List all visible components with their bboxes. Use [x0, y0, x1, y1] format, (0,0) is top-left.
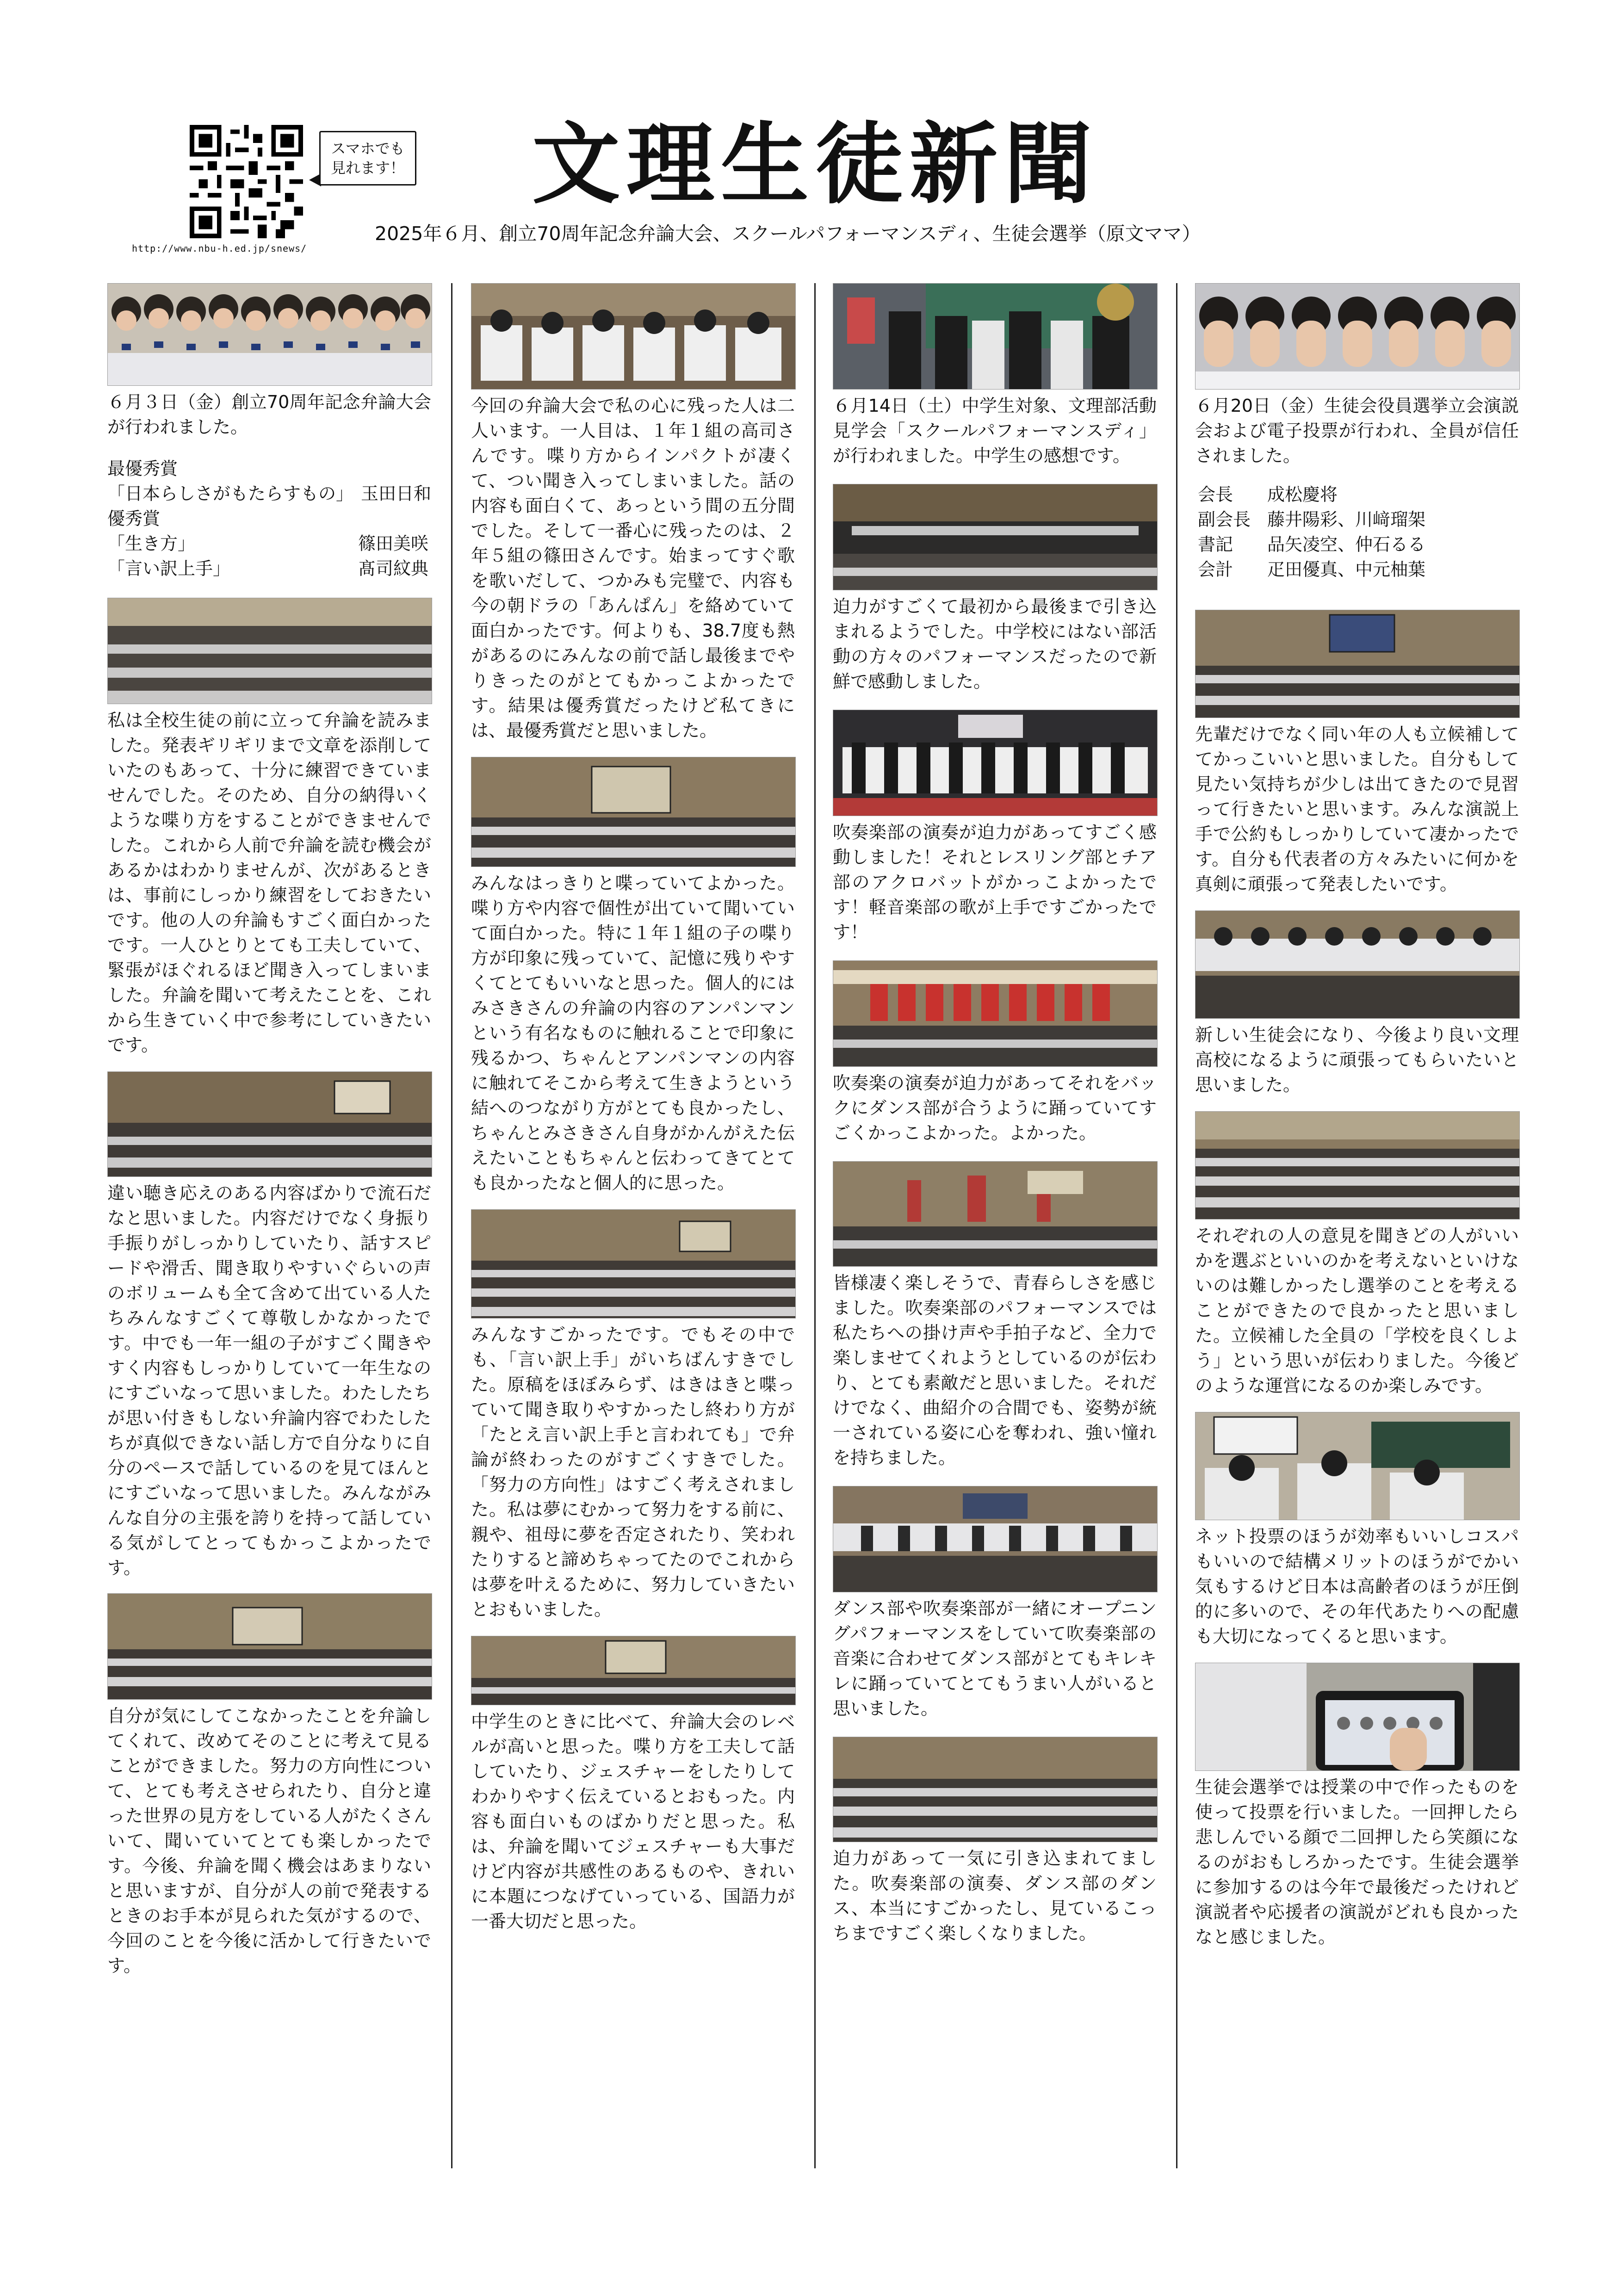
column-performance-day [833, 283, 1157, 1946]
photo-tablet-vote [1195, 1663, 1520, 1771]
officer-names: 疋田優真、中元柚葉 [1267, 559, 1426, 580]
column-divider [1176, 283, 1177, 2168]
comment-4: 今回の弁論大会で私の心に残った人は二人います。一人目は、１年１組の高司さんです。喋り方からインパクトが凄くて、つい聞き入ってしまいました。話の内容も面白くて、あっという間の五分間でした。そして一番心に残ったのは、２年５組の篠田さんです。始まってすぐ歌を歌いだして、つかみも完璧で、内容も今の朝ドラの「あんぱん」を絡めていて面白かったです。何よりも、38.7度も熱があるのにみんなの前で話し最後までやりきったのがとてもかっこよかったです。結果は優秀賞だったけど私てきには、最優秀賞だと思いました。 [471, 396, 795, 741]
comment-2: 違い聴き応えのある内容ばかりで流石だなと思いました。内容だけでなく身振り手振りがしっかりしていたり、話すスピードや滑舌、聞き取りやすいぐらいの声のボリュームも全て含めて出ている人たちみんなすごくて尊敬しかなかったです。中でも一年一組の子がすごく聞きやすく内容もしっかりしていて一年生なのにすごいなって思いました。わたしたちが思い付きもしない弁論内容でわたしたちが真似できない話し方で自分なりに自分のペースで話しているのを見てほんとにすごいなって思いました。みんながみんな自分の主張を誇りを持って話している気がしてとってもかっこよかったです。 [107, 1183, 431, 1578]
award-list [107, 456, 431, 581]
newspaper-title: 文理生徒新聞 [532, 112, 1099, 216]
comment-15: 新しい生徒会になり、今後より良い文理高校になるように頑張ってもらいたいと思いました。 [1195, 1025, 1519, 1095]
performance-intro: ６月14日（土）中学生対象、文理部活動見学会「スクールパフォーマンスディ」が行われました。中学生の感想です。 [833, 396, 1157, 466]
comment-10: 吹奏楽の演奏が迫力があってそれをバックにダンス部が合うように踊っていてすごくかっこよかった。よかった。 [833, 1073, 1157, 1143]
officer-row [1195, 507, 1519, 532]
award-e1-title: 「生き方」 [107, 533, 196, 554]
photo-red-uniforms [833, 960, 1158, 1067]
award-e2-name: 髙司紋典 [358, 558, 428, 579]
photo-opening-performance [833, 1486, 1158, 1592]
award-e2-title: 「言い訳上手」 [107, 558, 231, 579]
photo-gym-election [1195, 1111, 1520, 1219]
photo-audience-back [833, 1737, 1158, 1842]
comment-14: 先輩だけでなく同い年の人も立候補しててかっこいいと思いました。自分もして見たい気持ちが少しは出てきたので見習って行きたいと思います。みんな演説上手で公約もしっかりしていて凄かったです。自分も代表者の方々みたいに何かを真剣に頑張って発表したいです。 [1195, 724, 1519, 894]
photo-performers-poster [833, 283, 1158, 390]
comment-5: みんなはっきりと喋っていてよかった。喋り方や内容で個性が出ていて聞いていて面白かった。特に１年１組の子の喋り方が印象に残っていて、記憶に残りやすくてとてもいいなと思った。個人的にはみさきさんの弁論の内容のアンパンマンという有名なものに触れることで印象に残るかつ、ちゃんとアンパンマンの内容に触れてそこから考えて生きようという結へのつながり方がとても良かったし、ちゃんとみさきさん自身がかんがえた伝えたいこともちゃんと伝わってきてとても良かったなと個人的に思った。 [471, 873, 795, 1193]
photo-winners [107, 283, 432, 386]
photo-dance-team [833, 710, 1158, 816]
officer-row [1195, 557, 1519, 582]
comment-12: ダンス部や吹奏楽部が一緒にオープニングパフォーマンスをしていて吹奏楽部の音楽に合わせてダンス部がとてもキレキレに踊っていてとてもうまい人がいると思いました。 [833, 1598, 1157, 1719]
photo-gym-audience [107, 598, 432, 704]
bubble-line-2: 見れます！ [330, 159, 405, 177]
issue-subtitle: 2025年６月、創立70周年記念弁論大会、スクールパフォーマンスディ、生徒会選挙（原文ママ） [375, 223, 1201, 245]
photo-candidates-seated [1195, 910, 1520, 1019]
officer-role: 書記 [1198, 534, 1233, 555]
article-intro: ６月３日（金）創立70周年記念弁論大会が行われました。 [107, 392, 431, 437]
award-top-name: 玉田日和 [360, 483, 431, 504]
column-speech-impressions [471, 283, 795, 1934]
comment-13: 迫力があって一気に引き込まれてました。吹奏楽部の演奏、ダンス部のダンス、本当にすごかったし、見ているこっちまですごく楽しくなりました。 [833, 1848, 1157, 1943]
photo-election-stage [1195, 610, 1520, 718]
column-divider [451, 283, 452, 2168]
officer-role: 副会長 [1198, 509, 1251, 530]
award-excellent-label: 優秀賞 [107, 508, 161, 529]
officer-row [1195, 482, 1519, 507]
site-url[interactable]: http://www.nbu-h.ed.jp/snews/ [132, 243, 307, 254]
comment-1: 私は全校生徒の前に立って弁論を読みました。発表ギリギリまで文章を添削していたのもあって、十分に練習できていませんでした。そのため、自分の納得いくような喋り方をすることができませんでした。これから人前で弁論を読む機会があるかはわかりませんが、次があるときは、事前にしっかり練習をしておきたいです。他の人の弁論もすごく面白かったです。一人ひとりとても工夫していて、緊張がほぐれるほど聞き入ってしまいました。弁論を聞いて考えたことを、これから生きていく中で参考にしていきたいです。 [107, 710, 431, 1055]
photo-gym-rows [471, 1209, 796, 1318]
column-student-council [1195, 283, 1519, 1949]
photo-cheer-stunt [833, 1161, 1158, 1267]
officer-role: 会計 [1198, 559, 1233, 580]
bubble-line-1: スマホでも [331, 140, 405, 157]
officer-list [1195, 482, 1519, 582]
award-top-label: 最優秀賞 [107, 458, 178, 479]
photo-screen-speaker [471, 757, 796, 867]
photo-stage-screen [107, 1071, 432, 1177]
photo-council-members [1195, 283, 1520, 390]
comment-9: 吹奏楽部の演奏が迫力があってすごく感動しました！それとレスリング部とチア部のアクロバットがかっこよかったです！軽音楽部の歌が上手ですごかったです！ [833, 822, 1157, 942]
speech-bubble [319, 131, 416, 186]
column-divider [814, 283, 816, 2168]
column-speech-contest [107, 283, 431, 1978]
award-e1-name: 篠田美咲 [358, 533, 428, 554]
officer-row [1195, 532, 1519, 557]
photo-speakers-seated [471, 283, 796, 390]
officer-role: 会長 [1198, 484, 1233, 505]
photo-hall-wide [107, 1593, 432, 1700]
award-top-title: 「日本らしさがもたらすもの」 [107, 483, 354, 504]
comment-7: 中学生のときに比べて、弁論大会のレベルが高いと思った。喋り方を工夫して話していたり、ジェスチャーをしたりしてわかりやすく伝えているとおもった。内容も面白いものばかりだと思った。私は、弁論を聞いてジェスチャーも大事だけど内容が共感性のあるものや、きれいに本題につなげていっている、国語力が一番大切だと思った。 [471, 1711, 795, 1931]
comment-17: ネット投票のほうが効率もいいしコスパもいいので結構メリットのほうがでかい気もするけど日本は高齢者のほうが圧倒的に多いので、その年代あたりへの配慮も大切になってくると思います。 [1195, 1526, 1519, 1646]
comment-6: みんなすごかったです。でもその中でも、「言い訳上手」がいちばんすきでした。原稿をほぼみらず、はきはきと喋っていて聞き取りやすかったし終わり方が「たとえ言い訳上手と言われても」で弁論が終わったのがすごくすきでした。「努力の方向性」はすごく考えされました。私は夢にむかって努力をする前に、親や、祖母に夢を否定されたり、笑われたりすると諦めちゃってたのでこれからは夢を叶えるために、努力していきたいとおもいました。 [471, 1324, 795, 1620]
qr-code [190, 125, 303, 238]
photo-brass-band [833, 484, 1158, 590]
comment-8: 迫力がすごくて最初から最後まで引き込まれるようでした。中学校にはない部活動の方々のパフォーマンスだったので新鮮で感動しました。 [833, 596, 1157, 692]
officer-names: 藤井陽彩、川﨑瑠架 [1267, 509, 1426, 530]
comment-11: 皆様凄く楽しそうで、青春らしさを感じました。吹奏楽部のパフォーマンスでは私たちへの掛け声や手拍子など、全力で楽しませてくれようとしているのが伝わり、とても素敵だと思いました。それだけでなく、曲紹介の合間でも、姿勢が統一されている姿に心を奪われ、強い憧れを持ちました。 [833, 1273, 1157, 1468]
officer-names: 成松慶将 [1267, 484, 1338, 505]
comment-3: 自分が気にしてこなかったことを弁論してくれて、改めてそのことに考えて見ることができました。努力の方向性について、とても考えさせられたり、自分と違った世界の見方をしている人がたくさんいて、聞いていてとても楽しかったです。今後、弁論を聞く機会はあまりないと思いますが、自分が人の前で発表するときのお手本が見られた気がするので、今回のことを今後に活かして行きたいです。 [107, 1706, 431, 1976]
photo-classroom [1195, 1412, 1520, 1520]
officer-names: 品矢凌空、仲石るる [1267, 534, 1426, 555]
comment-16: それぞれの人の意見を聞きどの人がいいかを選ぶといいのかを考えないといけないのは難しかったし選挙のことを考えることができたので良かったと思いました。立候補した全員の「学校を良くしよう」という思いが伝わりました。今後どのような運営になるのか楽しみです。 [1195, 1225, 1519, 1396]
council-intro: ６月20日（金）生徒会役員選挙立会演説会および電子投票が行われ、全員が信任されました。 [1195, 396, 1519, 466]
comment-18: 生徒会選挙では授業の中で作ったものを使って投票を行いました。一回押したら悲しんでいる顔で二回押したら笑顔になるのがおもしろかったです。生徒会選挙に参加するのは今年で最後だったけれど演説者や応援者の演説がどれも良かったなと感じました。 [1195, 1777, 1519, 1947]
photo-stage-podium [471, 1636, 796, 1705]
